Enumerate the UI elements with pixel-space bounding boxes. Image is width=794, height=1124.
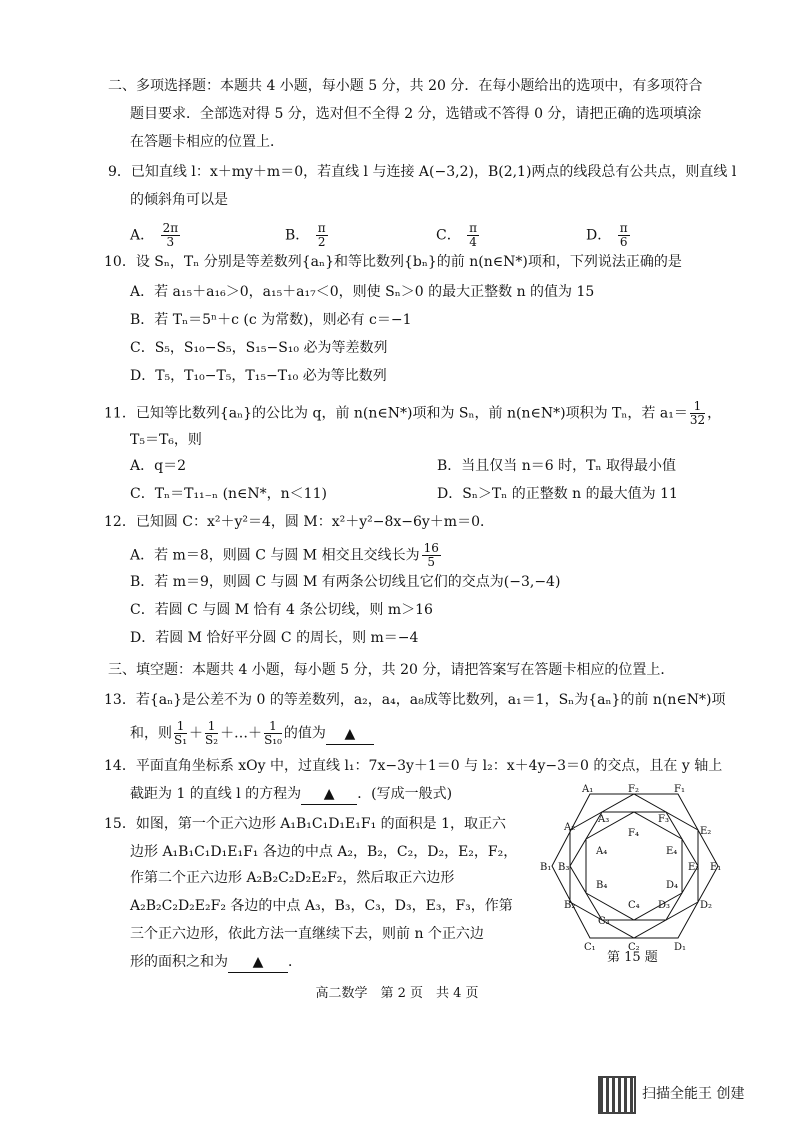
q10-option-a: A．若 a₁₅＋a₁₆＞0，a₁₅＋a₁₇＜0，则使 Sₙ＞0 的最大正整数 n 的值为 15 [130, 284, 595, 300]
q13-suffix: 的值为 [283, 725, 326, 742]
q11-stem-line2: T₅＝T₆，则 [130, 432, 202, 448]
qr-code-icon [598, 1076, 636, 1114]
q11-option-d: D．Sₙ＞Tₙ 的正整数 n 的最大值为 11 [437, 486, 678, 502]
q15-blank-marker: ▲ [252, 954, 264, 970]
q13-term2-fraction: $\frac{1}{\text{S₂}}$ [205, 719, 219, 747]
hexagon-2 [570, 794, 698, 938]
q9-option-d [586, 222, 632, 249]
q15-line2: 边形 A₁B₁C₁D₁E₁F₁ 各边的中点 A₂，B₂，C₂，D₂，E₂，F₂， [130, 844, 518, 860]
q11-option-b: B．当且仅当 n＝6 时，Tₙ 取得最小值 [437, 458, 676, 474]
page-footer: 高二数学 第 2 页 共 4 页 [315, 986, 479, 1001]
label-f2: F₂ [628, 784, 639, 795]
q14-answer-blank [301, 784, 357, 805]
q9-option-c [436, 222, 481, 249]
q13-answer-blank [326, 724, 374, 745]
q9-option-b-fraction: $\frac{\pi}{2}$ [317, 221, 326, 249]
q9-option-d-label: D． [586, 227, 612, 244]
q11-stem [104, 400, 721, 427]
label-d2: D₂ [700, 900, 713, 911]
q13-stem-line2 [130, 720, 374, 747]
q9-stem-line2: 的倾斜角可以是 [130, 192, 228, 208]
label-e3: E₃ [688, 862, 700, 873]
q13-prefix: 和，则 [130, 725, 172, 742]
q13-ellipsis: ＋…＋ [220, 725, 263, 742]
label-a1: A₁ [582, 784, 594, 795]
q9-option-a-fraction: $\frac{2\pi}{3}$ [162, 221, 179, 249]
q15-text-end: ． [288, 954, 302, 970]
section2-heading-line3: 在答题卡相应的位置上． [130, 134, 284, 150]
q9-stem: 9．已知直线 l：x＋my＋m＝0，若直线 l 与连接 A(−3,2)，B(2,1)两点的线段总有公共点，则直线 l [108, 164, 737, 180]
q12-option-c: C．若圆 C 与圆 M 恰有 4 条公切线，则 m＞16 [130, 602, 433, 618]
q15-line1: 15．如图，第一个正六边形 A₁B₁C₁D₁E₁F₁ 的面积是 1，取正六 [104, 816, 507, 832]
q10-stem: 10．设 Sₙ，Tₙ 分别是等差数列{aₙ}和等比数列{bₙ}的前 n(n∈N*)项和，下列说法正确的是 [104, 254, 682, 270]
q9-option-b [285, 222, 330, 249]
q9-option-c-fraction: $\frac{\pi}{4}$ [469, 221, 478, 249]
label-c3: C₃ [598, 916, 610, 927]
q12-option-a-fraction: $\frac{16}{5}$ [423, 541, 439, 569]
label-b1: B₁ [540, 862, 552, 873]
q11-option-c: C．Tₙ＝T₁₁₋ₙ (n∈N*，n＜11) [130, 486, 327, 502]
q12-option-b: B．若 m＝9，则圆 C 与圆 M 有两条公切线且它们的交点为(−3,−4) [130, 574, 561, 590]
q14-stem-line2 [130, 784, 452, 805]
q13-term1-fraction: $\frac{1}{\text{S₁}}$ [174, 719, 188, 747]
q15-line3: 作第二个正六边形 A₂B₂C₂D₂E₂F₂，然后取正六边形 [130, 870, 455, 886]
label-c1: C₁ [584, 942, 596, 952]
q15-answer-blank [228, 952, 288, 973]
q14-blank-marker: ▲ [323, 786, 335, 802]
q11-option-a: A．q＝2 [130, 458, 186, 474]
q11-stem-end: ， [707, 405, 722, 422]
q15-line6 [130, 952, 302, 973]
q12-stem: 12．已知圆 C：x²＋y²＝4，圆 M：x²＋y²−8x−6y＋m＝0． [104, 514, 494, 530]
section3-heading: 三、填空题：本题共 4 小题，每小题 5 分，共 20 分，请把答案写在答题卡相应的位置上． [108, 662, 675, 678]
label-e2: E₂ [700, 826, 712, 837]
q15-text: 形的面积之和为 [130, 954, 228, 970]
q10-option-d: D．T₅，T₁₀−T₅，T₁₅−T₁₀ 必为等比数列 [130, 368, 387, 384]
q12-option-a [130, 542, 443, 569]
label-f1: F₁ [674, 784, 685, 795]
q12-option-d: D．若圆 M 恰好平分圆 C 的周长，则 m＝−4 [130, 630, 419, 646]
label-b3: B₃ [558, 862, 570, 873]
figure-caption: 第 15 题 [607, 950, 658, 965]
scanner-watermark: 扫描全能王 创建 [642, 1086, 745, 1102]
q14-text: 截距为 1 的直线 l 的方程为 [130, 786, 302, 802]
label-b2: B₂ [564, 900, 576, 911]
label-e1: E₁ [710, 862, 722, 873]
q13-term3-fraction: $\frac{1}{\text{S₁₀}}$ [264, 719, 282, 747]
label-a3: A₃ [598, 814, 610, 825]
q10-option-b: B．若 Tₙ＝5ⁿ＋c (c 为常数)，则必有 c＝−1 [130, 312, 412, 328]
label-d1: D₁ [674, 942, 687, 952]
label-a2: A₂ [564, 822, 576, 833]
label-d3: D₃ [658, 900, 671, 911]
label-b4: B₄ [596, 880, 608, 891]
q12-option-a-text: A．若 m＝8，则圆 C 与圆 M 相交且交线长为 [130, 547, 420, 564]
q11-stem-text: 11．已知等比数列{aₙ}的公比为 q，前 n(n∈N*)项和为 Sₙ，前 n(n∈N*)项积为 Tₙ，若 a₁＝ [104, 405, 688, 422]
label-c4: C₄ [628, 900, 640, 911]
q9-option-d-fraction: $\frac{\pi}{6}$ [619, 221, 628, 249]
q9-option-a-label: A． [130, 227, 155, 244]
label-f4: F₄ [628, 828, 639, 839]
label-e4: E₄ [666, 846, 678, 857]
q13-stem: 13．若{aₙ}是公差不为 0 的等差数列，a₂，a₄，a₈成等比数列，a₁＝1，Sₙ为{aₙ}的前 n(n∈N*)项 [104, 692, 726, 708]
section2-heading-line1: 二、多项选择题：本题共 4 小题，每小题 5 分，共 20 分．在每小题给出的选项中，有多项符合 [108, 78, 703, 94]
q9-option-a [130, 222, 182, 249]
q15-line5: 三个正六边形，依此方法一直继续下去，则前 n 个正六边 [130, 926, 484, 942]
q13-plus: ＋ [189, 725, 204, 742]
section2-heading-line2: 题目要求．全部选对得 5 分，选对但不全得 2 分，选错或不答得 0 分，请把正确的选项填涂 [130, 106, 702, 122]
q14-stem: 14．平面直角坐标系 xOy 中，过直线 l₁：7x−3y＋1＝0 与 l₂：x＋4y−3＝0 的交点，且在 y 轴上 [104, 758, 723, 774]
q15-line4: A₂B₂C₂D₂E₂F₂ 各边的中点 A₃，B₃，C₃，D₃，E₃，F₃，作第 [130, 898, 513, 914]
q11-a1-fraction: $\frac{1}{32}$ [689, 399, 706, 427]
label-c2: C₂ [628, 942, 640, 952]
q13-blank-marker: ▲ [344, 725, 356, 742]
q14-text-end: ．(写成一般式) [357, 786, 453, 802]
q9-option-b-label: B． [285, 227, 310, 244]
q10-option-c: C．S₅，S₁₀−S₅，S₁₅−S₁₀ 必为等差数列 [130, 340, 388, 356]
nested-hexagons-figure [540, 784, 730, 952]
label-a4: A₄ [596, 846, 608, 857]
label-f3: F₃ [658, 814, 669, 825]
q9-option-c-label: C． [436, 227, 461, 244]
label-d4: D₄ [666, 880, 679, 891]
